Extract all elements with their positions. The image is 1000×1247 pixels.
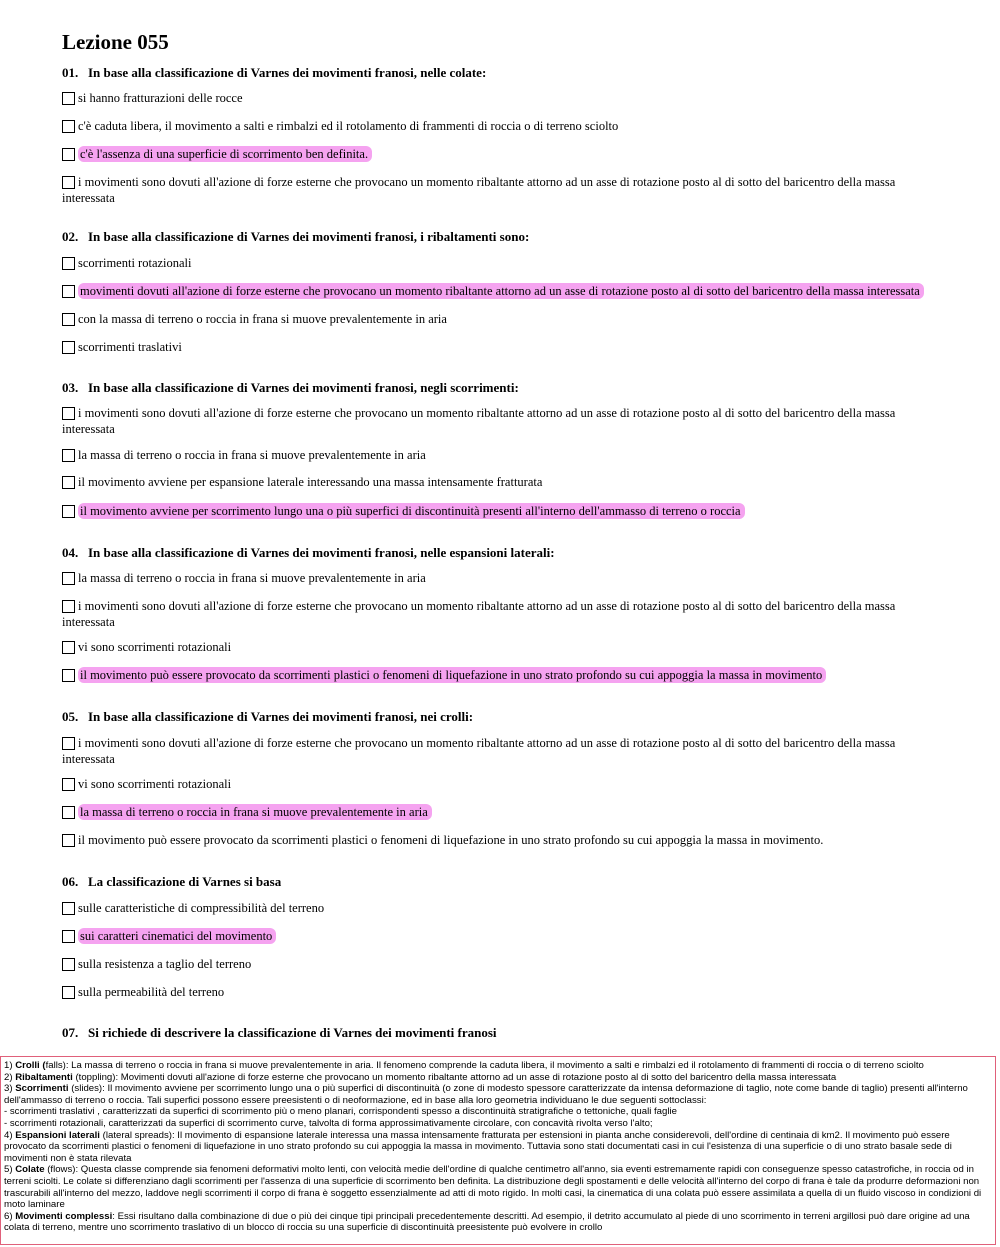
checkbox[interactable] bbox=[62, 641, 75, 654]
q06-option-2-correct bbox=[62, 929, 942, 945]
checkbox[interactable] bbox=[62, 778, 75, 791]
question-05-heading bbox=[62, 709, 473, 725]
q04-option-4-correct bbox=[62, 668, 942, 684]
question-number: 06. bbox=[62, 874, 79, 889]
q03-option-1: i movimenti sono dovuti all'azione di forze esterne che provocano un momento ribaltante attorno ad un asse di rotazione posto al di sotto del baricentro della massa interessata bbox=[62, 406, 896, 436]
highlighted-answer: il movimento può essere provocato da scorrimenti plastici o fenomeni di liquefazione in uno strato profondo su cui appoggia la massa in movimento bbox=[78, 667, 826, 683]
question-number: 05. bbox=[62, 709, 79, 724]
question-text: In base alla classificazione di Varnes dei movimenti franosi, i ribaltamenti sono: bbox=[88, 229, 530, 244]
q02-option-1: scorrimenti rotazionali bbox=[62, 256, 942, 272]
q03-option-2: la massa di terreno o roccia in frana si muove prevalentemente in aria bbox=[62, 448, 942, 464]
q06-option-1: sulle caratteristiche di compressibilità del terreno bbox=[62, 901, 942, 917]
q01-option-4: i movimenti sono dovuti all'azione di forze esterne che provocano un momento ribaltante attorno ad un asse di rotazione posto al di sotto del baricentro della massa interessata bbox=[62, 175, 896, 205]
checkbox[interactable] bbox=[62, 834, 75, 847]
answer-ribaltamenti: 2) Ribaltamenti (toppling): Movimenti dovuti all'azione di forze esterne che provocano un momento ribaltante attorno ad un asse di rotazione posto al di sotto del baricentro della massa interessata bbox=[4, 1071, 837, 1083]
checkbox[interactable] bbox=[62, 285, 75, 298]
checkbox[interactable] bbox=[62, 930, 75, 943]
q03-option-4-correct bbox=[62, 504, 942, 520]
question-06-heading bbox=[62, 874, 281, 890]
open-answer-box[interactable] bbox=[0, 1056, 996, 1245]
checkbox[interactable] bbox=[62, 92, 75, 105]
question-number: 01. bbox=[62, 65, 79, 80]
question-02-heading bbox=[62, 229, 529, 245]
q01-option-2: c'è caduta libera, il movimento a salti e rimbalzi ed il rotolamento di frammenti di roccia o di terreno sciolto bbox=[62, 119, 942, 135]
checkbox[interactable] bbox=[62, 449, 75, 462]
checkbox[interactable] bbox=[62, 737, 75, 750]
question-number: 03. bbox=[62, 380, 79, 395]
checkbox[interactable] bbox=[62, 572, 75, 585]
checkbox[interactable] bbox=[62, 669, 75, 682]
question-text: In base alla classificazione di Varnes dei movimenti franosi, negli scorrimenti: bbox=[88, 380, 519, 395]
lesson-title: Lezione 055 bbox=[62, 30, 169, 54]
checkbox[interactable] bbox=[62, 407, 75, 420]
highlighted-answer: c'è l'assenza di una superficie di scorrimento ben definita. bbox=[78, 146, 372, 162]
q03-option-3: il movimento avviene per espansione laterale interessando una massa intensamente fratturata bbox=[62, 475, 942, 491]
answer-scorrimenti: 3) Scorrimenti (slides): Il movimento avviene per scorrimento lungo una o più superfici di discontinuità (o zone di modesto spessore caratterizzate da intensa deformazione di taglio, note come bande di taglio) presenti all'interno dell'ammasso di terreno o roccia. Tali superfici possono essere preesistenti o di neoformazione, ed in base alla loro geometria individuano le due seguenti sottoclassi: bbox=[4, 1083, 968, 1106]
checkbox[interactable] bbox=[62, 902, 75, 915]
q05-option-3-correct bbox=[62, 805, 942, 821]
q05-option-4: il movimento può essere provocato da scorrimenti plastici o fenomeni di liquefazione in uno strato profondo su cui appoggia la massa in movimento. bbox=[62, 833, 942, 849]
question-number: 02. bbox=[62, 229, 79, 244]
checkbox[interactable] bbox=[62, 257, 75, 270]
highlighted-answer: sui caratteri cinematici del movimento bbox=[78, 928, 276, 944]
highlighted-answer: la massa di terreno o roccia in frana si muove prevalentemente in aria bbox=[78, 804, 432, 820]
checkbox[interactable] bbox=[62, 341, 75, 354]
answer-crolli: 1) Crolli (falls): La massa di terreno o roccia in frana si muove prevalentemente in aria. Il fenomeno comprende la caduta libera, il movimento a salti e rimbalzi ed il rotolamento di frammenti di roccia o di terreno sciolto bbox=[4, 1060, 924, 1071]
question-number: 07. bbox=[62, 1025, 79, 1040]
checkbox[interactable] bbox=[62, 806, 75, 819]
question-number: 04. bbox=[62, 545, 79, 560]
question-03-heading bbox=[62, 380, 519, 396]
highlighted-answer: movimenti dovuti all'azione di forze esterne che provocano un momento ribaltante attorno ad un asse di rotazione posto al di sotto del baricentro della massa interessata bbox=[78, 283, 924, 299]
q05-option-2: vi sono scorrimenti rotazionali bbox=[62, 777, 942, 793]
q04-option-1: la massa di terreno o roccia in frana si muove prevalentemente in aria bbox=[62, 571, 942, 587]
q04-option-2: i movimenti sono dovuti all'azione di forze esterne che provocano un momento ribaltante attorno ad un asse di rotazione posto al di sotto del baricentro della massa interessata bbox=[62, 599, 896, 629]
question-07-heading bbox=[62, 1025, 497, 1041]
q02-option-4: scorrimenti traslativi bbox=[62, 340, 942, 356]
q01-option-1: si hanno fratturazioni delle rocce bbox=[62, 91, 942, 107]
highlighted-answer: il movimento avviene per scorrimento lungo una o più superfici di discontinuità presenti all'interno dell'ammasso di terreno o roccia bbox=[78, 503, 745, 519]
q05-option-1: i movimenti sono dovuti all'azione di forze esterne che provocano un momento ribaltante attorno ad un asse di rotazione posto al di sotto del baricentro della massa interessata bbox=[62, 736, 896, 766]
answer-scorrimenti-rotazionali: - scorrimenti rotazionali, caratterizzati da superfici di scorrimento curve, talvolta di forma approssimativamente circolare, con concavità rivolta verso l'alto; bbox=[4, 1117, 653, 1129]
q06-option-4: sulla permeabilità del terreno bbox=[62, 985, 942, 1001]
checkbox[interactable] bbox=[62, 120, 75, 133]
question-04-heading bbox=[62, 545, 555, 561]
checkbox[interactable] bbox=[62, 176, 75, 189]
checkbox[interactable] bbox=[62, 958, 75, 971]
checkbox[interactable] bbox=[62, 505, 75, 518]
checkbox[interactable] bbox=[62, 148, 75, 161]
question-text: La classificazione di Varnes si basa bbox=[88, 874, 282, 889]
question-text: In base alla classificazione di Varnes dei movimenti franosi, nelle espansioni laterali: bbox=[88, 545, 555, 560]
answer-colate: 5) Colate (flows): Questa classe comprende sia fenomeni deformativi molto lenti, con velocità medie dell'ordine di qualche centimetro all'anno, sia eventi estremamente rapidi con conseguenze spesso catastrofiche, in roccia od in terreni sciolti. Le colate si differenziano dagli scorrimenti per l'assenza di una superficie di scorrimento ben definita. La distribuzione degli spostamenti e delle velocità all'interno del corpo di frana è tale da produrre deformazioni non trascurabili all'interno del mezzo, laddove negli scorrimenti il corpo di frana è soggetto essenzialmente ad atti di moto rigido. In molti casi, la cinematica di una colata può essere assimilata a quella di un fluido viscoso in condizioni di moto laminare bbox=[4, 1164, 982, 1211]
question-text: In base alla classificazione di Varnes dei movimenti franosi, nelle colate: bbox=[88, 65, 487, 80]
answer-movimenti-complessi: 6) Movimenti complessi: Essi risultano dalla combinazione di due o più dei cinque tipi principali precedentemente descritti. Ad esempio, il detrito accumulato al piede di uno scorrimento in terreni argillosi può dare origine ad una colata di terreno, mentre uno scorrimento traslativo di un blocco di roccia su una superficie di discontinuità preesistente può evolvere in crollo bbox=[4, 1210, 970, 1234]
checkbox[interactable] bbox=[62, 986, 75, 999]
q02-option-2-correct bbox=[62, 284, 962, 300]
q04-option-3: vi sono scorrimenti rotazionali bbox=[62, 640, 942, 656]
checkbox[interactable] bbox=[62, 600, 75, 613]
q02-option-3: con la massa di terreno o roccia in frana si muove prevalentemente in aria bbox=[62, 312, 942, 328]
question-text: In base alla classificazione di Varnes dei movimenti franosi, nei crolli: bbox=[88, 709, 474, 724]
question-01-heading bbox=[62, 65, 486, 81]
checkbox[interactable] bbox=[62, 313, 75, 326]
question-text: Si richiede di descrivere la classificazione di Varnes dei movimenti franosi bbox=[88, 1025, 497, 1040]
q06-option-3: sulla resistenza a taglio del terreno bbox=[62, 957, 942, 973]
checkbox[interactable] bbox=[62, 476, 75, 489]
answer-espansioni: 4) Espansioni laterali (lateral spreads): Il movimento di espansione laterale interessa una massa intensamente fratturata per estensioni in pianta anche considerevoli, dell'ordine di centinaia di km2. Il movimento può essere provocato da scorrimenti plastici o fenomeni di liquefazione in uno strato profondo su cui appoggia la massa in movimento. Tuttavia sono stati documentati casi in cui l'esistenza di una superficie o di uno strato basale sede di movimenti non è stata rilevata bbox=[4, 1129, 952, 1164]
q01-option-3-correct bbox=[62, 147, 942, 163]
answer-scorrimenti-traslativi: - scorrimenti traslativi , caratterizzati da superfici di scorrimento più o meno planari, corrispondenti spesso a discontinuità stratigrafiche o tettoniche, quali faglie bbox=[4, 1106, 677, 1118]
